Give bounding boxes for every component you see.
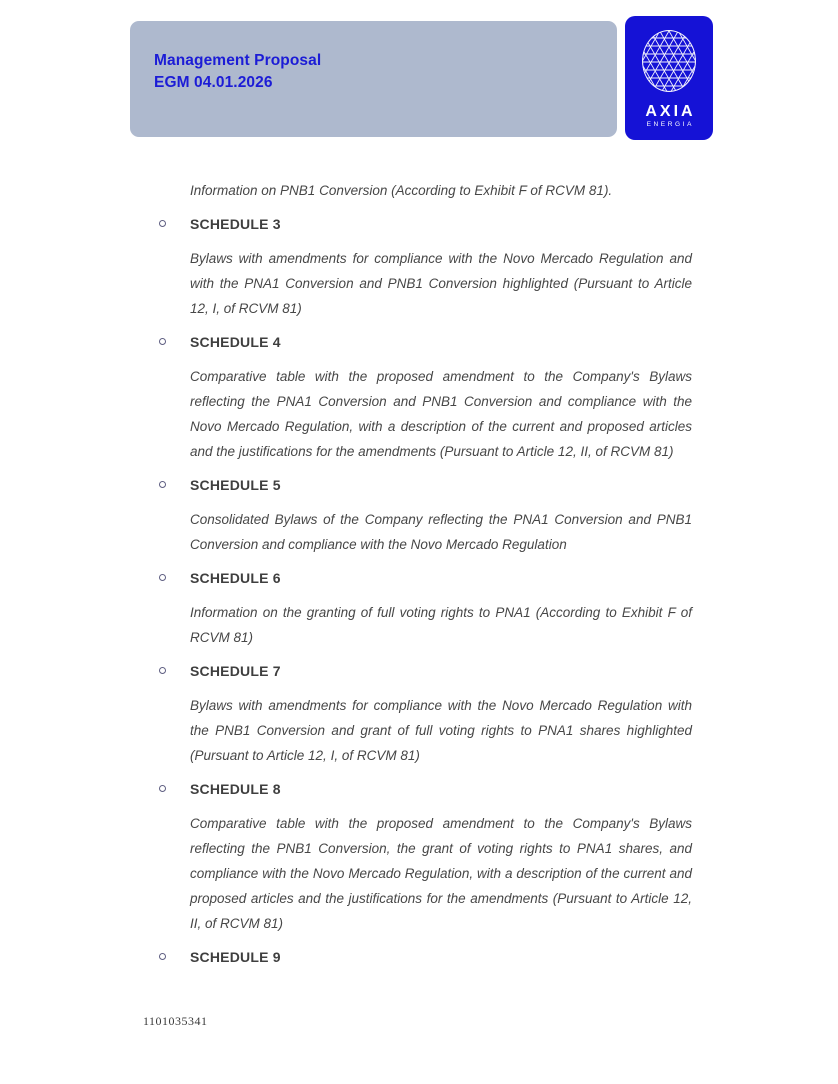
schedule-description: Comparative table with the proposed amendment to the Company's Bylaws reflecting the PNA1 Conversion and PNB1 Conversion and compliance with the Novo Mercado Regulation, with a description of the current and proposed articles and the justifications for the amendments (Pursuant to Article 12, II, of RCVM 81) (190, 369, 692, 459)
list-item-schedule-5 (190, 473, 692, 498)
schedule-label: SCHEDULE 4 (190, 334, 281, 350)
schedule-description: Information on the granting of full voting rights to PNA1 (According to Exhibit F of RCVM 81) (190, 605, 692, 645)
circle-bullet-icon (159, 574, 166, 581)
logo-division-name: ENERGIA (646, 121, 695, 128)
schedule-label: SCHEDULE 6 (190, 570, 281, 586)
circle-bullet-icon (159, 338, 166, 345)
schedule-label: SCHEDULE 8 (190, 781, 281, 797)
company-logo (625, 16, 713, 140)
circle-bullet-icon (159, 785, 166, 792)
circle-bullet-icon (159, 953, 166, 960)
circle-bullet-icon (159, 667, 166, 674)
document-title-line2: EGM 04.01.2026 (154, 74, 273, 91)
header-banner (130, 21, 617, 137)
schedule-label: SCHEDULE 5 (190, 477, 281, 493)
list-item-schedule-3 (190, 212, 692, 237)
schedule-description: Bylaws with amendments for compliance with the Novo Mercado Regulation and with the PNA1 Conversion and PNB1 Conversion highlighted (Pursuant to Article 12, I, of RCVM 81) (190, 251, 692, 316)
schedule-description: Comparative table with the proposed amendment to the Company's Bylaws reflecting the PNB1 Conversion, the grant of voting rights to PNA1 shares, and compliance with the Novo Mercado Regulation, with a description of the current and proposed articles and the justifications for the amendments (Pursuant to Article 12, II, of RCVM 81) (190, 816, 692, 931)
document-title-line1: Management Proposal (154, 52, 322, 69)
schedule-description: Bylaws with amendments for compliance with the Novo Mercado Regulation with the PNB1 Conversion and grant of full voting rights to PNA1 shares highlighted (Pursuant to Article 12, I, of RCVM 81) (190, 698, 692, 763)
document-number: 1101035341 (143, 1014, 208, 1028)
logo-company-name: AXIA (645, 103, 696, 120)
schedule-label: SCHEDULE 9 (190, 949, 281, 965)
list-item-schedule-4 (190, 330, 692, 355)
circle-bullet-icon (159, 220, 166, 227)
geodesic-sphere-icon (635, 24, 703, 102)
list-item-schedule-7 (190, 659, 692, 684)
schedule-label: SCHEDULE 3 (190, 216, 281, 232)
list-item-schedule-8 (190, 777, 692, 802)
schedule-label: SCHEDULE 7 (190, 663, 281, 679)
list-item-schedule-9 (190, 945, 692, 970)
intro-paragraph: Information on PNB1 Conversion (According to Exhibit F of RCVM 81). (190, 183, 613, 198)
document-body (190, 178, 692, 979)
circle-bullet-icon (159, 481, 166, 488)
schedule-description: Consolidated Bylaws of the Company reflecting the PNA1 Conversion and PNB1 Conversion and compliance with the Novo Mercado Regulation (190, 512, 692, 552)
list-item-schedule-6 (190, 566, 692, 591)
